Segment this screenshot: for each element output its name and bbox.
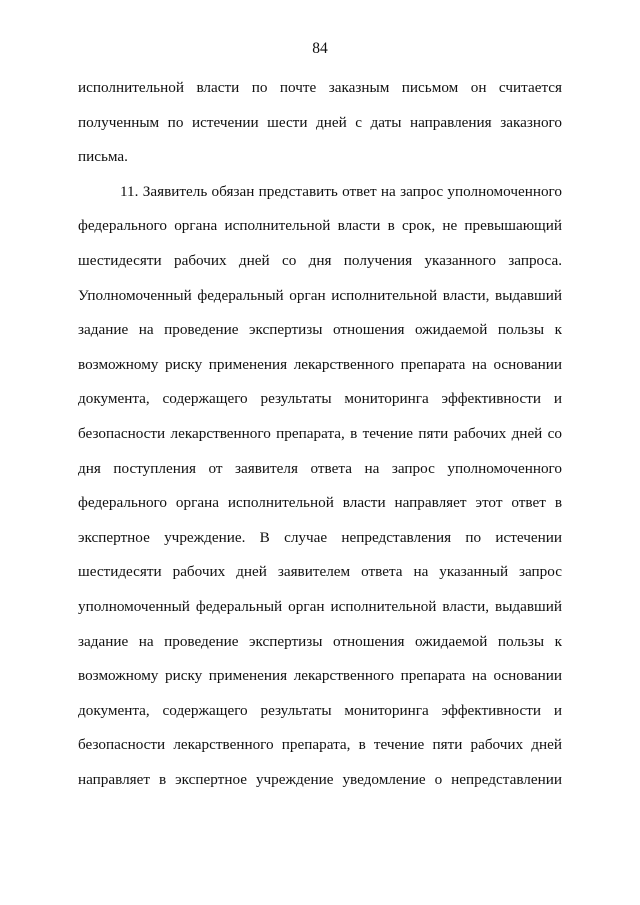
text-line: задание на проведение экспертизы отношения ожидаемой пользы к bbox=[78, 321, 562, 339]
text-line: исполнительной власти по почте заказным письмом он считается bbox=[78, 79, 562, 96]
text-line: федерального органа исполнительной власти в срок, не превышающий bbox=[78, 217, 562, 235]
text-line: безопасности лекарственного препарата, в течение пяти рабочих дней со bbox=[78, 424, 562, 442]
paragraph-11-start: 11. Заявитель обязан представить ответ на запрос уполномоченного bbox=[120, 182, 562, 200]
text-line: полученным по истечении шести дней с даты направления заказного bbox=[78, 113, 562, 131]
text-line: задание на проведение экспертизы отношения ожидаемой пользы к bbox=[78, 632, 562, 650]
text-line: возможному риску применения лекарственного препарата на основании bbox=[78, 667, 562, 685]
text-line: документа, содержащего результаты мониторинга эффективности и bbox=[78, 701, 562, 719]
text-line: Уполномоченный федеральный орган исполнительной власти, выдавший bbox=[78, 286, 562, 304]
text-line: возможному риску применения лекарственного препарата на основании bbox=[78, 355, 562, 373]
page-number: 84 bbox=[312, 40, 328, 57]
text-line: письма. bbox=[78, 148, 128, 166]
text-line: дня поступления от заявителя ответа на запрос уполномоченного bbox=[78, 459, 562, 477]
text-line: экспертное учреждение. В случае непредставления по истечении bbox=[78, 528, 562, 546]
text-line: документа, содержащего результаты мониторинга эффективности и bbox=[78, 390, 562, 408]
text-line: шестидесяти рабочих дней заявителем ответа на указанный запрос bbox=[78, 563, 562, 581]
text-line: направляет в экспертное учреждение уведомление о непредставлении bbox=[78, 770, 562, 788]
document-body bbox=[78, 71, 562, 797]
text-line: федерального органа исполнительной власти направляет этот ответ в bbox=[78, 494, 562, 512]
text-line: уполномоченный федеральный орган исполнительной власти, выдавший bbox=[78, 597, 562, 615]
text-line: шестидесяти рабочих дней со дня получения указанного запроса. bbox=[78, 251, 562, 269]
text-line: безопасности лекарственного препарата, в течение пяти рабочих дней bbox=[78, 736, 562, 754]
